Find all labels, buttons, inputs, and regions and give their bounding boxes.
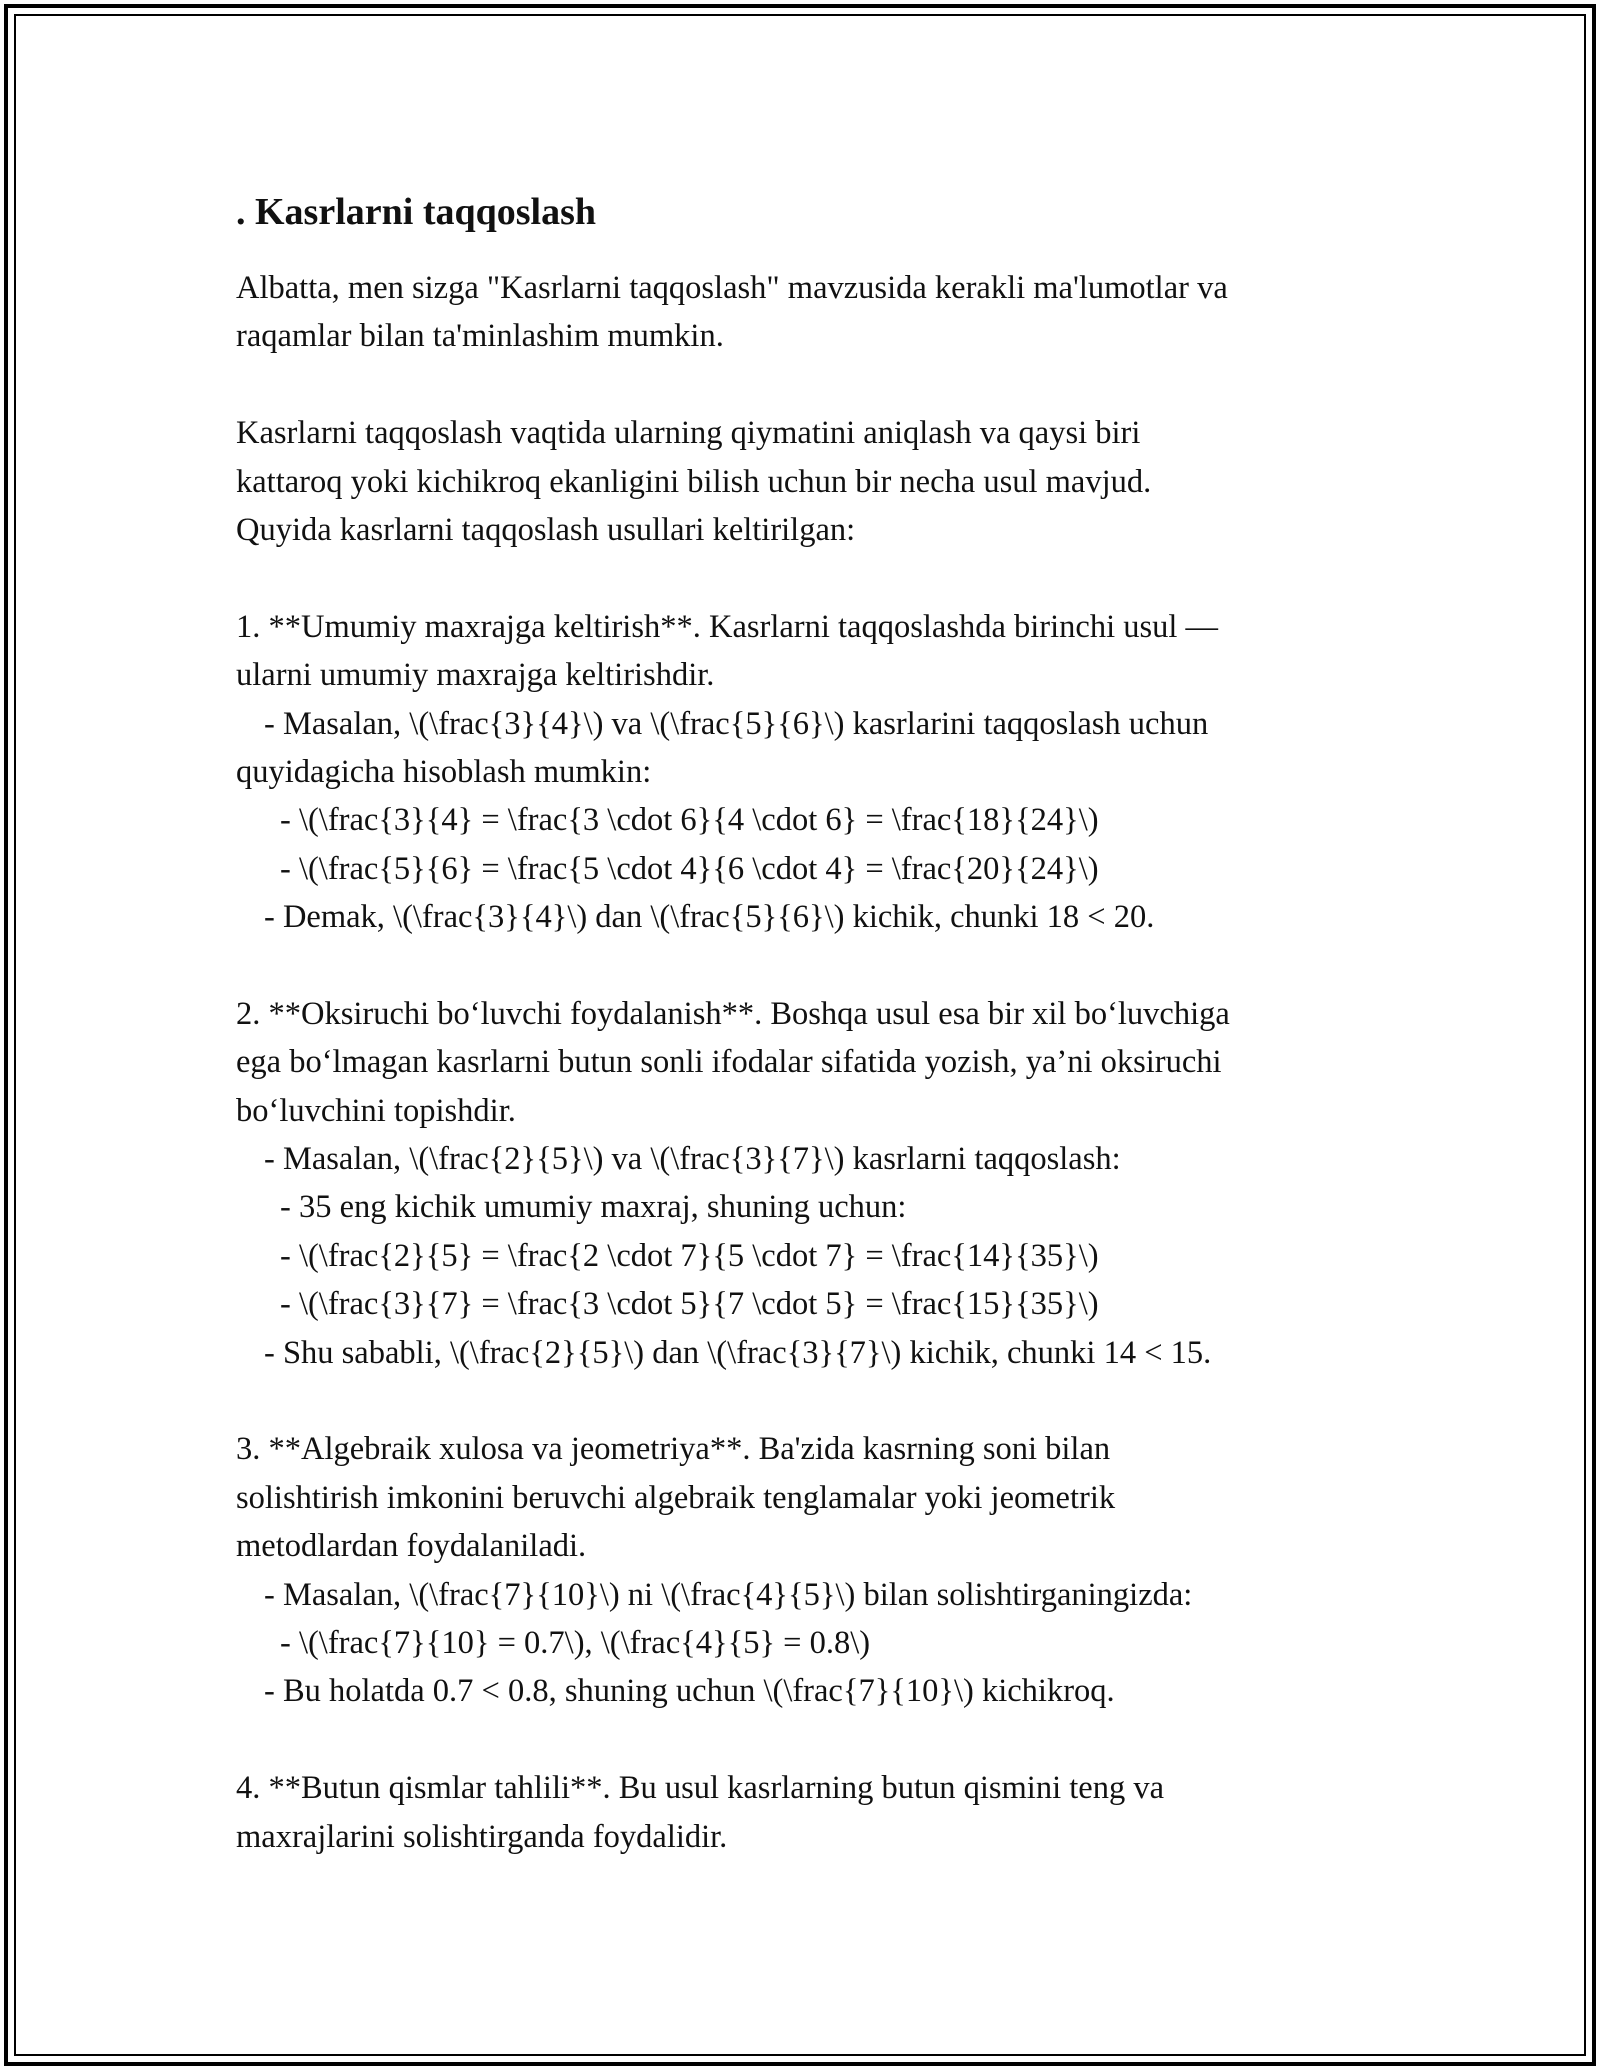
text-line: maxrajlarini solishtirganda foydalidir.	[236, 1818, 728, 1855]
document-body	[236, 186, 1366, 1861]
text-line: 3. **Algebraik xulosa va jeometriya**. Ba'zida kasrning soni bilan	[236, 1431, 1111, 1468]
text-line: bo‘luvchini topishdir.	[236, 1092, 516, 1129]
blank-line	[236, 361, 1366, 409]
text-line: Kasrlarni taqqoslash vaqtida ularning qiymatini aniqlash va qaysi biri	[236, 415, 1141, 452]
blank-line	[236, 1377, 1366, 1425]
text-line: - \(\frac{5}{6} = \frac{5 \cdot 4}{6 \cdot 4} = \frac{20}{24}\)	[280, 850, 1099, 887]
blank-line	[236, 941, 1366, 989]
text-line: raqamlar bilan ta'minlashim mumkin.	[236, 318, 724, 355]
text-line: - Demak, \(\frac{3}{4}\) dan \(\frac{5}{6}\) kichik, chunki 18 < 20.	[264, 899, 1155, 936]
text-line: metodlardan foydalaniladi.	[236, 1528, 587, 1565]
text-line: - Bu holatda 0.7 < 0.8, shuning uchun \(\frac{7}{10}\) kichikroq.	[264, 1673, 1115, 1710]
text-line: - Masalan, \(\frac{2}{5}\) va \(\frac{3}{7}\) kasrlarni taqqoslash:	[264, 1141, 1121, 1178]
text-line: - \(\frac{3}{4} = \frac{3 \cdot 6}{4 \cdot 6} = \frac{18}{24}\)	[280, 802, 1099, 839]
document-text	[236, 264, 1366, 1861]
text-line: - \(\frac{2}{5} = \frac{2 \cdot 7}{5 \cdot 7} = \frac{14}{35}\)	[280, 1237, 1099, 1274]
blank-line	[236, 554, 1366, 602]
text-line: ularni umumiy maxrajga keltirishdir.	[236, 657, 715, 694]
text-line: - Masalan, \(\frac{7}{10}\) ni \(\frac{4}{5}\) bilan solishtirganingizda:	[264, 1576, 1193, 1613]
text-line: 4. **Butun qismlar tahlili**. Bu usul kasrlarning butun qismini teng va	[236, 1770, 1164, 1807]
text-line: Albatta, men sizga "Kasrlarni taqqoslash" mavzusida kerakli ma'lumotlar va	[236, 270, 1228, 306]
text-line: - \(\frac{3}{7} = \frac{3 \cdot 5}{7 \cdot 5} = \frac{15}{35}\)	[280, 1286, 1099, 1323]
text-line: quyidagicha hisoblash mumkin:	[236, 753, 652, 790]
text-line: 1. **Umumiy maxrajga keltirish**. Kasrlarni taqqoslashda birinchi usul —	[236, 608, 1219, 645]
text-line: - \(\frac{7}{10} = 0.7\), \(\frac{4}{5} = 0.8\)	[280, 1624, 871, 1661]
text-line: kattaroq yoki kichikroq ekanligini bilish uchun bir necha usul mavjud.	[236, 463, 1152, 500]
document-title: . Kasrlarni taqqoslash	[236, 191, 597, 233]
text-line: - Shu sababli, \(\frac{2}{5}\) dan \(\frac{3}{7}\) kichik, chunki 14 < 15.	[264, 1334, 1212, 1371]
text-line: Quyida kasrlarni taqqoslash usullari keltirilgan:	[236, 511, 856, 548]
text-line: ega bo‘lmagan kasrlarni butun sonli ifodalar sifatida yozish, ya’ni oksiruchi	[236, 1044, 1222, 1081]
text-line: - 35 eng kichik umumiy maxraj, shuning uchun:	[280, 1189, 907, 1226]
blank-line	[236, 1716, 1366, 1764]
text-line: - Masalan, \(\frac{3}{4}\) va \(\frac{5}{6}\) kasrlarini taqqoslash uchun	[264, 705, 1209, 742]
text-line: solishtirish imkonini beruvchi algebraik tenglamalar yoki jeometrik	[236, 1479, 1116, 1516]
text-line: 2. **Oksiruchi bo‘luvchi foydalanish**. Boshqa usul esa bir xil bo‘luvchiga	[236, 995, 1230, 1032]
